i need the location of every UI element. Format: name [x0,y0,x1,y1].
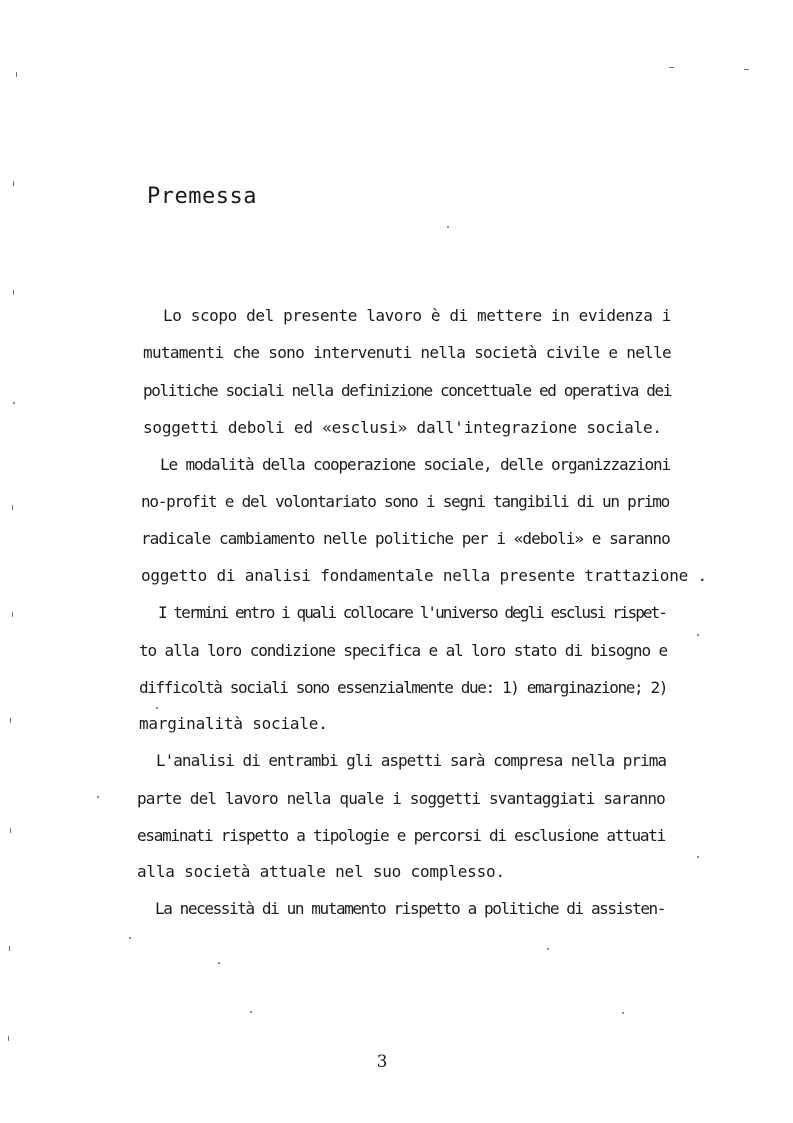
text-line: soggetti deboli ed «esclusi» dall'integrazione sociale. [143,418,662,437]
text-line: Le modalità della cooperazione sociale, delle organizzazioni [160,455,670,474]
scan-speck [697,634,699,636]
text-line: L'analisi di entrambi gli aspetti sarà compresa nella prima [156,751,666,770]
text-line: oggetto di analisi fondamentale nella presente trattazione . [141,566,707,585]
text-line: mutamenti che sono intervenuti nella società civile e nelle [143,343,671,362]
scan-speck [12,612,13,617]
text-line: esaminati rispetto a tipologie e percorsi di esclusione attuati [137,826,665,845]
scan-speck [156,707,158,709]
scan-speck [744,69,749,70]
text-line: marginalità sociale. [139,714,328,733]
scan-speck [13,402,15,404]
text-line: to alla loro condizione specifica e al loro stato di bisogno e [139,641,667,660]
text-line: alla società attuale nel suo complesso. [137,862,505,881]
text-line: parte del lavoro nella quale i soggetti svantaggiati saranno [137,789,665,808]
text-line: politiche sociali nella definizione concettuale ed operativa dei [143,381,671,400]
text-line: Lo scopo del presente lavoro è di mettere in evidenza i [163,306,671,325]
text-line: radicale cambiamento nelle politiche per i «deboli» e saranno [141,529,670,548]
scan-speck [13,290,14,295]
scan-speck [622,1012,624,1014]
page-number: 3 [376,1052,388,1072]
scan-speck [12,505,13,510]
scan-speck [697,856,699,858]
scan-speck [129,937,131,939]
scan-speck [10,828,11,833]
text-line: difficoltà sociali sono essenzialmente due: 1) emarginazione; 2) [139,678,667,697]
text-line: I termini entro i quali collocare l'universo degli esclusi rispet- [158,603,666,622]
page-title: Premessa [147,184,257,209]
scan-speck [447,226,449,228]
scan-speck [547,948,549,950]
scan-speck [97,796,99,798]
scan-speck [16,72,17,77]
scan-speck [218,962,220,964]
scan-speck [13,181,14,186]
scan-speck [9,946,10,951]
text-line: no-profit e del volontariato sono i segni tangibili di un primo [141,492,669,511]
scan-speck [8,1036,9,1041]
scan-speck [10,718,11,723]
scan-speck [669,67,674,68]
scan-speck [250,1011,252,1013]
text-line: La necessità di un mutamento rispetto a politiche di assisten- [155,899,665,918]
